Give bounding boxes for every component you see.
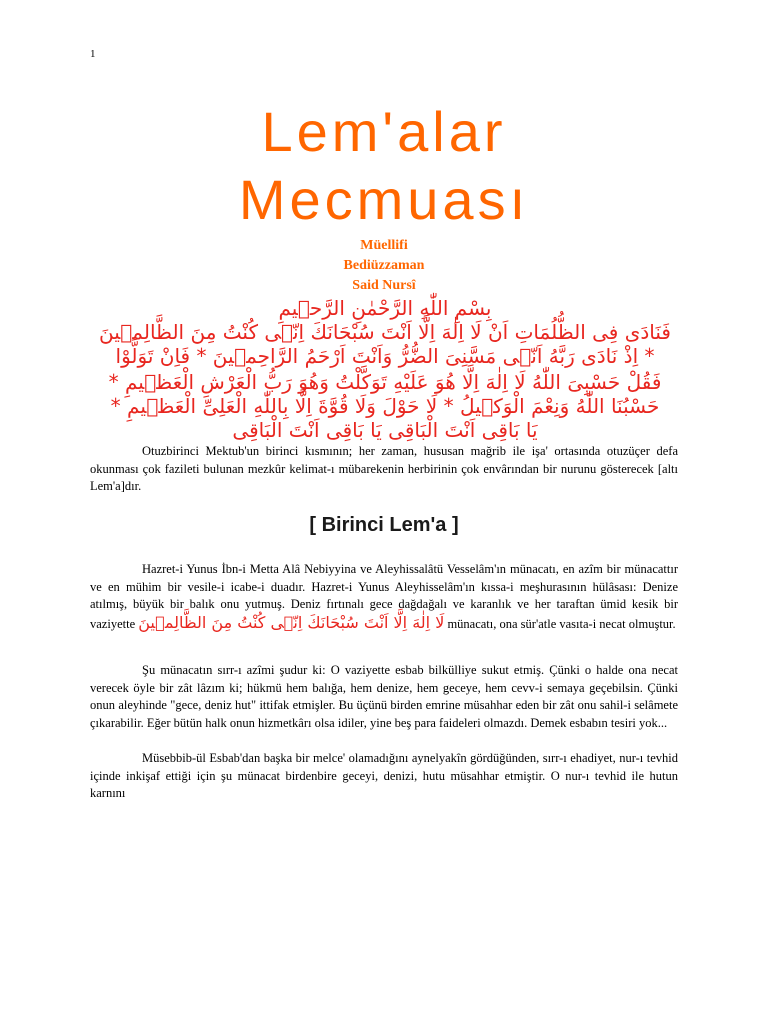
arabic-line: يَا بَاقِى اَنْتَ الْبَاقِى يَا بَاقِى اَنْتَ الْبَاقِى	[232, 418, 538, 442]
intro-paragraph	[90, 443, 678, 496]
book-title-line-2: Mecmuası	[238, 168, 530, 231]
intro-text: Otuzbirinci Mektub'un birinci kısmının; her zaman, hususan mağrib ile işa' ortasında otuzüçer defa okunması çok fazileti bulunan mezkûr kelimat-ı mübarekenin herbirinin çok envârından bir nurunu gösterecek [altı Lem'a]dır.	[90, 444, 678, 493]
page-number: 1	[90, 48, 96, 60]
author-label: Müellifi	[360, 238, 408, 253]
arabic-line: * اِذْ نَادَى رَبَّهُ اَنّ۪ى مَسَّنِىَ الضُّرُّ وَاَنْتَ اَرْحَمُ الرَّاحِم۪ينَ * فَاِنْ تَوَلَّوْا	[115, 344, 655, 368]
paragraph-3-text: Müsebbib-ül Esbab'dan başka bir melce' olamadığını aynelyakîn gördüğünden, sırr-ı ehadiyet, nur-ı tevhid içinde inkişaf ettiği için şu münacat birdenbire geceyi, denizi, hutu müsahhar etmiştir. O nur-ı tevhid ile hutun karnını	[90, 751, 678, 800]
author-name-2: Said Nursî	[352, 278, 416, 293]
arabic-line: حَسْبُنَا اللّٰهُ وَنِعْمَ الْوَك۪يلُ * لَا حَوْلَ وَلَا قُوَّةَ اِلَّا بِاللّٰهِ الْعَلِىِّ الْعَظ۪يمِ *	[110, 394, 660, 418]
arabic-basmala: بِسْمِ اللّٰهِ الرَّحْمٰنِ الرَّح۪يمِ	[278, 296, 492, 320]
paragraph-2-text: Şu münacatın sırr-ı azîmi şudur ki: O vaziyette esbab bilkülliye sukut etmiş. Çünki o halde ona necat verecek öyle bir zât lâzım ki; hükmü hem balığa, hem denize, hem geceye, hem cevv-i semaya geçebilsin. Çünki onun aleyhinde "gece, deniz hut" ittifak etmişler. Bu üçünü birden emrine müsahhar eden bir zât onu sahil-i selâmete çıkarabilir. Eğer bütün halk onun hizmetkârı olsa idiler, yine beş para faideleri olmazdı. Demek esbabın tesiri yok...	[90, 663, 678, 730]
paragraph-3	[90, 750, 678, 803]
paragraph-2	[90, 662, 678, 732]
arabic-inline-verse: لَا اِلٰهَ اِلَّا اَنْتَ سُبْحَانَكَ اِنّ۪ى كُنْتُ مِنَ الظَّالِم۪ينَ	[138, 612, 445, 632]
arabic-line: فَنَادَى فِى الظُّلُمَاتِ اَنْ لَا اِلٰهَ اِلَّا اَنْتَ سُبْحَانَكَ اِنّ۪ى كُنْتُ مِنَ الظَّالِم۪ينَ	[99, 320, 671, 344]
section-heading: [ Birinci Lem'a ]	[309, 514, 459, 536]
paragraph-1-text-end: münacatı, ona sür'atle vasıta-i necat olmuştur.	[447, 616, 676, 631]
paragraph-1	[90, 561, 678, 633]
author-name-1: Bediüzzaman	[343, 258, 425, 273]
arabic-line: فَقُلْ حَسْبِىَ اللّٰهُ لَا اِلٰهَ اِلَّا هُوَ عَلَيْهِ تَوَكَّلْتُ وَهُوَ رَبُّ الْعَرْشِ الْعَظ۪يمِ *	[108, 370, 662, 394]
book-title-line-1: Lem'alar	[261, 100, 507, 163]
paragraph-1-text: Hazret-i Yunus İbn-i Metta Alâ Nebiyyina ve Aleyhissalâtü Vesselâm'ın münacatı, en azîm bir münacattır ve en mühim bir vesile-i icabe-i duadır. Hazret-i Yunus Aleyhisselâm'ın kıssa-i meşhurasının hülâsası: Denize atılmış, büyük bir balık onu yutmuş. Deniz fırtınalı gece dağdağalı ve karanlık ve her taraftan ümid kesik bir vaziyette	[90, 562, 678, 631]
